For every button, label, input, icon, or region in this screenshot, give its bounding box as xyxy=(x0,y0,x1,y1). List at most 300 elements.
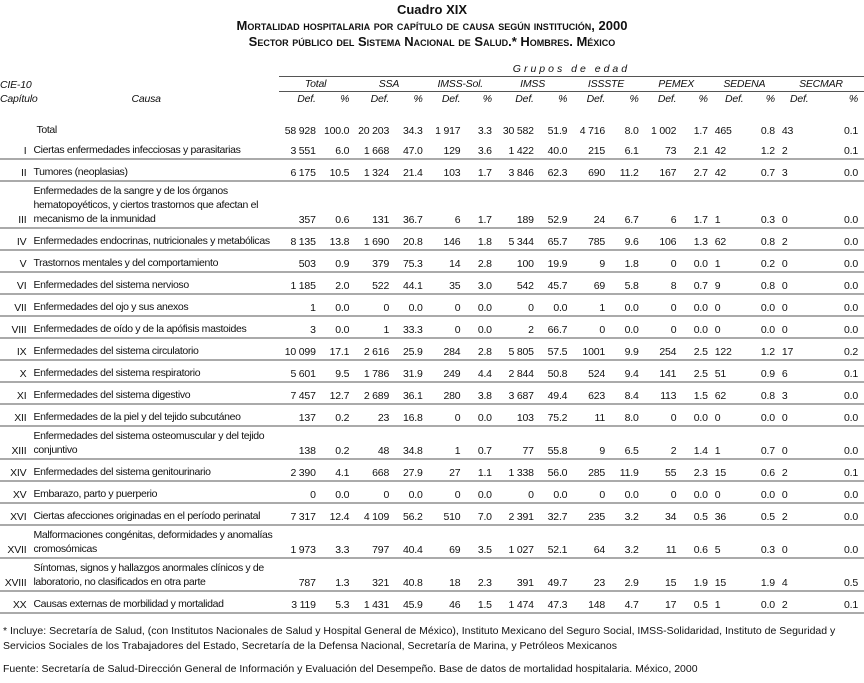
def-value: 510 xyxy=(426,503,464,525)
def-value: 235 xyxy=(570,503,608,525)
pct-value: 1.7 xyxy=(679,181,710,228)
chapter-number: XVIII xyxy=(0,558,31,591)
pct-value: 0.6 xyxy=(679,525,710,558)
def-value: 64 xyxy=(570,525,608,558)
def-value: 4 716 xyxy=(579,125,606,137)
chapter-number: X xyxy=(0,360,31,382)
institution-header: SSA xyxy=(352,77,425,92)
def-header: Def. xyxy=(441,93,461,105)
cause-label: Enfermedades del sistema digestivo xyxy=(31,382,278,404)
pct-value: 0.8 xyxy=(746,382,777,404)
pct-value: 0.0 xyxy=(679,294,710,316)
def-value: 524 xyxy=(570,360,608,382)
pct-value: 8.0 xyxy=(608,404,642,426)
def-value: 137 xyxy=(279,404,319,426)
pct-value: 0.2 xyxy=(319,404,353,426)
def-value: 18 xyxy=(426,558,464,591)
cause-label: Enfermedades de la piel y del tejido subcutáneo xyxy=(31,404,278,426)
chapter-number: VIII xyxy=(0,316,31,338)
def-value: 0 xyxy=(570,481,608,503)
pct-value: 33.3 xyxy=(392,316,426,338)
pct-value: 0.0 xyxy=(811,426,864,459)
def-value: 42 xyxy=(711,138,747,159)
group-label: Grupos de edad xyxy=(279,62,864,77)
pct-value: 2.3 xyxy=(463,558,494,591)
pct-value: 0.8 xyxy=(760,125,775,137)
pct-header: % xyxy=(413,93,423,105)
def-value: 27 xyxy=(426,459,464,481)
def-value: 6 175 xyxy=(279,159,319,181)
pct-value: 1.7 xyxy=(463,159,494,181)
pct-value: 0.0 xyxy=(746,481,777,503)
cause-label: Ciertas enfermedades infecciosas y parasitarias xyxy=(31,138,278,159)
def-value: 73 xyxy=(642,138,680,159)
def-value: 0 xyxy=(778,272,812,294)
institution-header: SECMAR xyxy=(778,77,864,92)
chapter-number: XIII xyxy=(0,426,31,459)
pct-value: 47.0 xyxy=(392,138,426,159)
def-value: 0 xyxy=(426,481,464,503)
pct-value: 0.0 xyxy=(392,481,426,503)
def-value: 3 687 xyxy=(495,382,537,404)
def-value: 9 xyxy=(711,272,747,294)
def-value: 391 xyxy=(495,558,537,591)
def-value: 0 xyxy=(426,404,464,426)
pct-value: 3.3 xyxy=(319,525,353,558)
table-row xyxy=(0,159,864,181)
def-value: 785 xyxy=(570,228,608,250)
def-value: 1 xyxy=(279,294,319,316)
pct-value: 9.9 xyxy=(608,338,642,360)
def-value: 43 xyxy=(781,125,794,137)
source-note: Fuente: Secretaría de Salud-Dirección General de Información y Evaluación del Desempeño. Base de datos de mortalidad hospitalaria. México, 2000 xyxy=(3,663,698,675)
chapter-number: XII xyxy=(0,404,31,426)
pct-value: 3.3 xyxy=(477,125,492,137)
def-value: 1 xyxy=(711,591,747,613)
table-row xyxy=(0,250,864,272)
pct-value: 50.8 xyxy=(537,360,571,382)
cause-label: Total xyxy=(36,124,57,136)
def-value: 0 xyxy=(642,316,680,338)
pct-value: 52.9 xyxy=(537,181,571,228)
def-value: 35 xyxy=(426,272,464,294)
pct-value: 9.6 xyxy=(608,228,642,250)
pct-value: 2.5 xyxy=(679,360,710,382)
def-value: 24 xyxy=(570,181,608,228)
cause-label: Síntomas, signos y hallazgos anormales clínicos y de laboratorio, no clasificados en otra parte xyxy=(31,558,278,591)
pct-value: 3.0 xyxy=(463,272,494,294)
pct-value: 12.4 xyxy=(319,503,353,525)
def-value: 1 027 xyxy=(495,525,537,558)
def-value: 11 xyxy=(570,404,608,426)
def-value: 0 xyxy=(778,525,812,558)
pct-value: 8.4 xyxy=(608,382,642,404)
pct-value: 36.1 xyxy=(392,382,426,404)
def-header: Def. xyxy=(657,93,677,105)
def-value: 30 582 xyxy=(502,125,534,137)
chapter-number: VI xyxy=(0,272,31,294)
pct-value: 56.2 xyxy=(392,503,426,525)
pct-value: 62.3 xyxy=(537,159,571,181)
chapter-number: XX xyxy=(0,591,31,613)
pct-value: 12.7 xyxy=(319,382,353,404)
def-value: 103 xyxy=(495,404,537,426)
def-value: 503 xyxy=(279,250,319,272)
table-row xyxy=(0,338,864,360)
def-value: 0 xyxy=(778,404,812,426)
def-value: 23 xyxy=(352,404,392,426)
pct-value: 31.9 xyxy=(392,360,426,382)
pct-value: 19.9 xyxy=(537,250,571,272)
def-value: 34 xyxy=(642,503,680,525)
pct-value: 0.0 xyxy=(746,591,777,613)
pct-value: 4.7 xyxy=(608,591,642,613)
pct-value: 0.5 xyxy=(811,558,864,591)
table-row xyxy=(0,426,864,459)
def-value: 141 xyxy=(642,360,680,382)
pct-value: 6.7 xyxy=(608,181,642,228)
def-value: 51 xyxy=(711,360,747,382)
pct-value: 0.8 xyxy=(746,228,777,250)
pct-value: 0.0 xyxy=(608,481,642,503)
pct-value: 45.7 xyxy=(537,272,571,294)
pct-value: 0.2 xyxy=(811,338,864,360)
def-value: 2 844 xyxy=(495,360,537,382)
def-value: 623 xyxy=(570,382,608,404)
pct-value: 5.8 xyxy=(608,272,642,294)
cause-label: Trastornos mentales y del comportamiento xyxy=(31,250,278,272)
pct-value: 7.0 xyxy=(463,503,494,525)
pct-value: 1.9 xyxy=(746,558,777,591)
pct-value: 1.1 xyxy=(463,459,494,481)
def-value: 522 xyxy=(352,272,392,294)
def-value: 100 xyxy=(495,250,537,272)
def-value: 0 xyxy=(778,481,812,503)
pct-value: 40.0 xyxy=(537,138,571,159)
pct-value: 56.0 xyxy=(537,459,571,481)
pct-value: 0.1 xyxy=(811,360,864,382)
def-value: 0 xyxy=(778,250,812,272)
def-header: Def. xyxy=(297,93,316,105)
institution-header: Total xyxy=(279,77,352,92)
pct-value: 3.8 xyxy=(463,382,494,404)
chapter-number: I xyxy=(0,138,31,159)
pct-value: 0.6 xyxy=(746,459,777,481)
pct-value: 0.1 xyxy=(811,591,864,613)
def-value: 5 344 xyxy=(495,228,537,250)
institution-header: ISSSTE xyxy=(570,77,641,92)
def-value: 17 xyxy=(642,591,680,613)
def-value: 5 805 xyxy=(495,338,537,360)
def-value: 2 616 xyxy=(352,338,392,360)
cause-label: Enfermedades del ojo y sus anexos xyxy=(31,294,278,316)
def-value: 7 317 xyxy=(279,503,319,525)
pct-value: 0.0 xyxy=(811,294,864,316)
pct-value: 75.3 xyxy=(392,250,426,272)
pct-value: 3.2 xyxy=(608,503,642,525)
def-value: 8 xyxy=(642,272,680,294)
def-value: 2 xyxy=(778,503,812,525)
institution-header: PEMEX xyxy=(642,77,711,92)
def-value: 280 xyxy=(426,382,464,404)
pct-value: 0.0 xyxy=(463,294,494,316)
def-header: Def. xyxy=(724,93,744,105)
pct-value: 11.2 xyxy=(608,159,642,181)
pct-value: 1.9 xyxy=(679,558,710,591)
pct-value: 0.5 xyxy=(679,503,710,525)
table-number: Cuadro XIX xyxy=(396,2,468,17)
def-value: 7 457 xyxy=(279,382,319,404)
def-value: 106 xyxy=(642,228,680,250)
def-value: 284 xyxy=(426,338,464,360)
pct-value: 0.0 xyxy=(679,404,710,426)
def-value: 62 xyxy=(711,228,747,250)
chapter-number: IX xyxy=(0,338,31,360)
cause-label: Enfermedades del sistema nervioso xyxy=(31,272,278,294)
pct-value: 0.1 xyxy=(811,459,864,481)
pct-header: % xyxy=(482,93,492,105)
def-value: 0 xyxy=(570,316,608,338)
def-value: 6 xyxy=(778,360,812,382)
pct-value: 2.8 xyxy=(463,250,494,272)
pct-value: 0.0 xyxy=(319,481,353,503)
def-value: 3 846 xyxy=(495,159,537,181)
pct-header: % xyxy=(848,93,858,105)
def-value: 249 xyxy=(426,360,464,382)
pct-value: 0.2 xyxy=(319,426,353,459)
def-value: 15 xyxy=(711,558,747,591)
pct-value: 0.3 xyxy=(746,181,777,228)
def-value: 5 601 xyxy=(279,360,319,382)
def-value: 1 917 xyxy=(435,125,461,137)
pct-value: 0.0 xyxy=(608,316,642,338)
def-value: 55 xyxy=(642,459,680,481)
def-value: 20 203 xyxy=(358,125,390,137)
table-row xyxy=(0,459,864,481)
def-value: 131 xyxy=(352,181,392,228)
pct-value: 0.0 xyxy=(463,404,494,426)
cause-label: Malformaciones congénitas, deformidades y anomalías cromosómicas xyxy=(31,525,278,558)
def-value: 23 xyxy=(570,558,608,591)
pct-value: 4.4 xyxy=(463,360,494,382)
pct-value: 0.0 xyxy=(392,294,426,316)
pct-value: 1.8 xyxy=(608,250,642,272)
def-value: 1 786 xyxy=(352,360,392,382)
pct-value: 0.2 xyxy=(746,250,777,272)
pct-value: 75.2 xyxy=(537,404,571,426)
pct-value: 0.7 xyxy=(746,159,777,181)
def-value: 2 xyxy=(778,459,812,481)
pct-value: 100.0 xyxy=(323,125,350,137)
def-value: 1 xyxy=(426,426,464,459)
table-subtitle: Sector público del Sistema Nacional de Salud.* Hombres. México xyxy=(248,34,616,49)
def-value: 1 474 xyxy=(495,591,537,613)
pct-value: 0.1 xyxy=(844,125,858,137)
pct-value: 49.4 xyxy=(537,382,571,404)
def-value: 1 973 xyxy=(279,525,319,558)
pct-value: 16.8 xyxy=(392,404,426,426)
def-value: 285 xyxy=(570,459,608,481)
def-value: 69 xyxy=(426,525,464,558)
table-row xyxy=(0,404,864,426)
spacer xyxy=(0,106,864,118)
def-value: 1 338 xyxy=(495,459,537,481)
pct-value: 47.3 xyxy=(537,591,571,613)
pct-value: 8.0 xyxy=(624,125,639,137)
def-value: 2 391 xyxy=(495,503,537,525)
mortality-table xyxy=(0,62,864,614)
pct-value: 2.7 xyxy=(679,159,710,181)
def-value: 1 xyxy=(711,426,747,459)
def-value: 1 422 xyxy=(495,138,537,159)
cause-label: Enfermedades del sistema osteomuscular y del tejido conjuntivo xyxy=(31,426,278,459)
pct-value: 1.3 xyxy=(319,558,353,591)
def-value: 77 xyxy=(495,426,537,459)
def-value: 15 xyxy=(711,459,747,481)
spacer xyxy=(0,62,279,77)
table-row xyxy=(0,503,864,525)
institution-header: IMSS xyxy=(495,77,570,92)
pct-value: 0.1 xyxy=(811,138,864,159)
table-row xyxy=(0,558,864,591)
def-value: 3 xyxy=(778,159,812,181)
pct-value: 0.0 xyxy=(679,316,710,338)
def-value: 0 xyxy=(352,294,392,316)
def-value: 148 xyxy=(570,591,608,613)
def-value: 11 xyxy=(642,525,680,558)
pct-value: 0.0 xyxy=(811,272,864,294)
def-value: 1 185 xyxy=(279,272,319,294)
pct-value: 0.0 xyxy=(811,404,864,426)
def-value: 0 xyxy=(778,294,812,316)
pct-header: % xyxy=(629,93,639,105)
pct-value: 1.5 xyxy=(679,382,710,404)
pct-value: 1.3 xyxy=(679,228,710,250)
pct-value: 0.9 xyxy=(746,360,777,382)
pct-value: 21.4 xyxy=(392,159,426,181)
pct-value: 34.3 xyxy=(403,125,423,137)
cause-label: Ciertas afecciones originadas en el período perinatal xyxy=(31,503,278,525)
pct-value: 0.3 xyxy=(746,525,777,558)
def-value: 9 xyxy=(570,426,608,459)
pct-value: 1.4 xyxy=(679,426,710,459)
pct-value: 0.5 xyxy=(746,503,777,525)
def-value: 2 689 xyxy=(352,382,392,404)
def-value: 42 xyxy=(711,159,747,181)
def-value: 46 xyxy=(426,591,464,613)
pct-value: 51.9 xyxy=(547,125,568,137)
def-value: 1 xyxy=(352,316,392,338)
pct-value: 0.0 xyxy=(811,525,864,558)
capitulo-label: Capítulo xyxy=(0,93,38,105)
pct-value: 5.3 xyxy=(319,591,353,613)
def-value: 690 xyxy=(570,159,608,181)
institution-header: SEDENA xyxy=(711,77,778,92)
def-value: 0 xyxy=(352,481,392,503)
pct-value: 9.4 xyxy=(608,360,642,382)
pct-value: 6.1 xyxy=(608,138,642,159)
pct-value: 34.8 xyxy=(392,426,426,459)
table-row xyxy=(0,360,864,382)
pct-value: 0.0 xyxy=(811,228,864,250)
pct-value: 11.9 xyxy=(608,459,642,481)
def-value: 2 xyxy=(778,591,812,613)
def-value: 15 xyxy=(642,558,680,591)
pct-value: 0.7 xyxy=(679,272,710,294)
def-value: 2 xyxy=(778,138,812,159)
def-value: 1 xyxy=(570,294,608,316)
pct-value: 3.2 xyxy=(608,525,642,558)
def-value: 146 xyxy=(426,228,464,250)
def-value: 0 xyxy=(778,426,812,459)
def-value: 0 xyxy=(711,316,747,338)
def-value: 8 135 xyxy=(279,228,319,250)
def-value: 14 xyxy=(426,250,464,272)
pct-value: 0.0 xyxy=(319,294,353,316)
pct-value: 2.3 xyxy=(679,459,710,481)
def-value: 1001 xyxy=(570,338,608,360)
def-value: 9 xyxy=(570,250,608,272)
def-value: 113 xyxy=(642,382,680,404)
def-value: 0 xyxy=(711,294,747,316)
chapter-number: XV xyxy=(0,481,31,503)
pct-value: 0.0 xyxy=(811,503,864,525)
def-value: 465 xyxy=(714,125,732,137)
table-title: Mortalidad hospitalaria por capítulo de causa según institución, 2000 xyxy=(236,18,628,33)
pct-value: 0.0 xyxy=(746,404,777,426)
def-value: 5 xyxy=(711,525,747,558)
def-value: 62 xyxy=(711,382,747,404)
table-row xyxy=(0,181,864,228)
pct-value: 17.1 xyxy=(319,338,353,360)
table-row xyxy=(0,294,864,316)
pct-value: 65.7 xyxy=(537,228,571,250)
pct-value: 0.0 xyxy=(537,481,571,503)
pct-header: % xyxy=(558,93,568,105)
pct-value: 6.0 xyxy=(319,138,353,159)
def-header: Def. xyxy=(789,93,809,105)
chapter-number: II xyxy=(0,159,31,181)
def-value: 1 324 xyxy=(352,159,392,181)
def-value: 138 xyxy=(279,426,319,459)
pct-value: 1.7 xyxy=(463,181,494,228)
def-value: 668 xyxy=(352,459,392,481)
pct-value: 1.7 xyxy=(693,125,708,137)
pct-header: % xyxy=(765,93,775,105)
pct-header: % xyxy=(340,93,350,105)
institution-header: IMSS-Sol. xyxy=(426,77,495,92)
def-value: 1 431 xyxy=(352,591,392,613)
pct-value: 2.9 xyxy=(608,558,642,591)
pct-value: 44.1 xyxy=(392,272,426,294)
pct-value: 1.2 xyxy=(746,138,777,159)
pct-value: 9.5 xyxy=(319,360,353,382)
def-value: 3 551 xyxy=(279,138,319,159)
def-value: 0 xyxy=(426,294,464,316)
pct-value: 0.0 xyxy=(746,316,777,338)
pct-value: 0.0 xyxy=(319,316,353,338)
def-value: 215 xyxy=(570,138,608,159)
pct-value: 1.2 xyxy=(746,338,777,360)
chapter-number: V xyxy=(0,250,31,272)
pct-value: 66.7 xyxy=(537,316,571,338)
def-value: 1 xyxy=(711,250,747,272)
table-row xyxy=(0,481,864,503)
def-value: 0 xyxy=(495,481,537,503)
pct-value: 0.8 xyxy=(746,272,777,294)
cause-label: Tumores (neoplasias) xyxy=(31,159,278,181)
def-value: 0 xyxy=(711,404,747,426)
